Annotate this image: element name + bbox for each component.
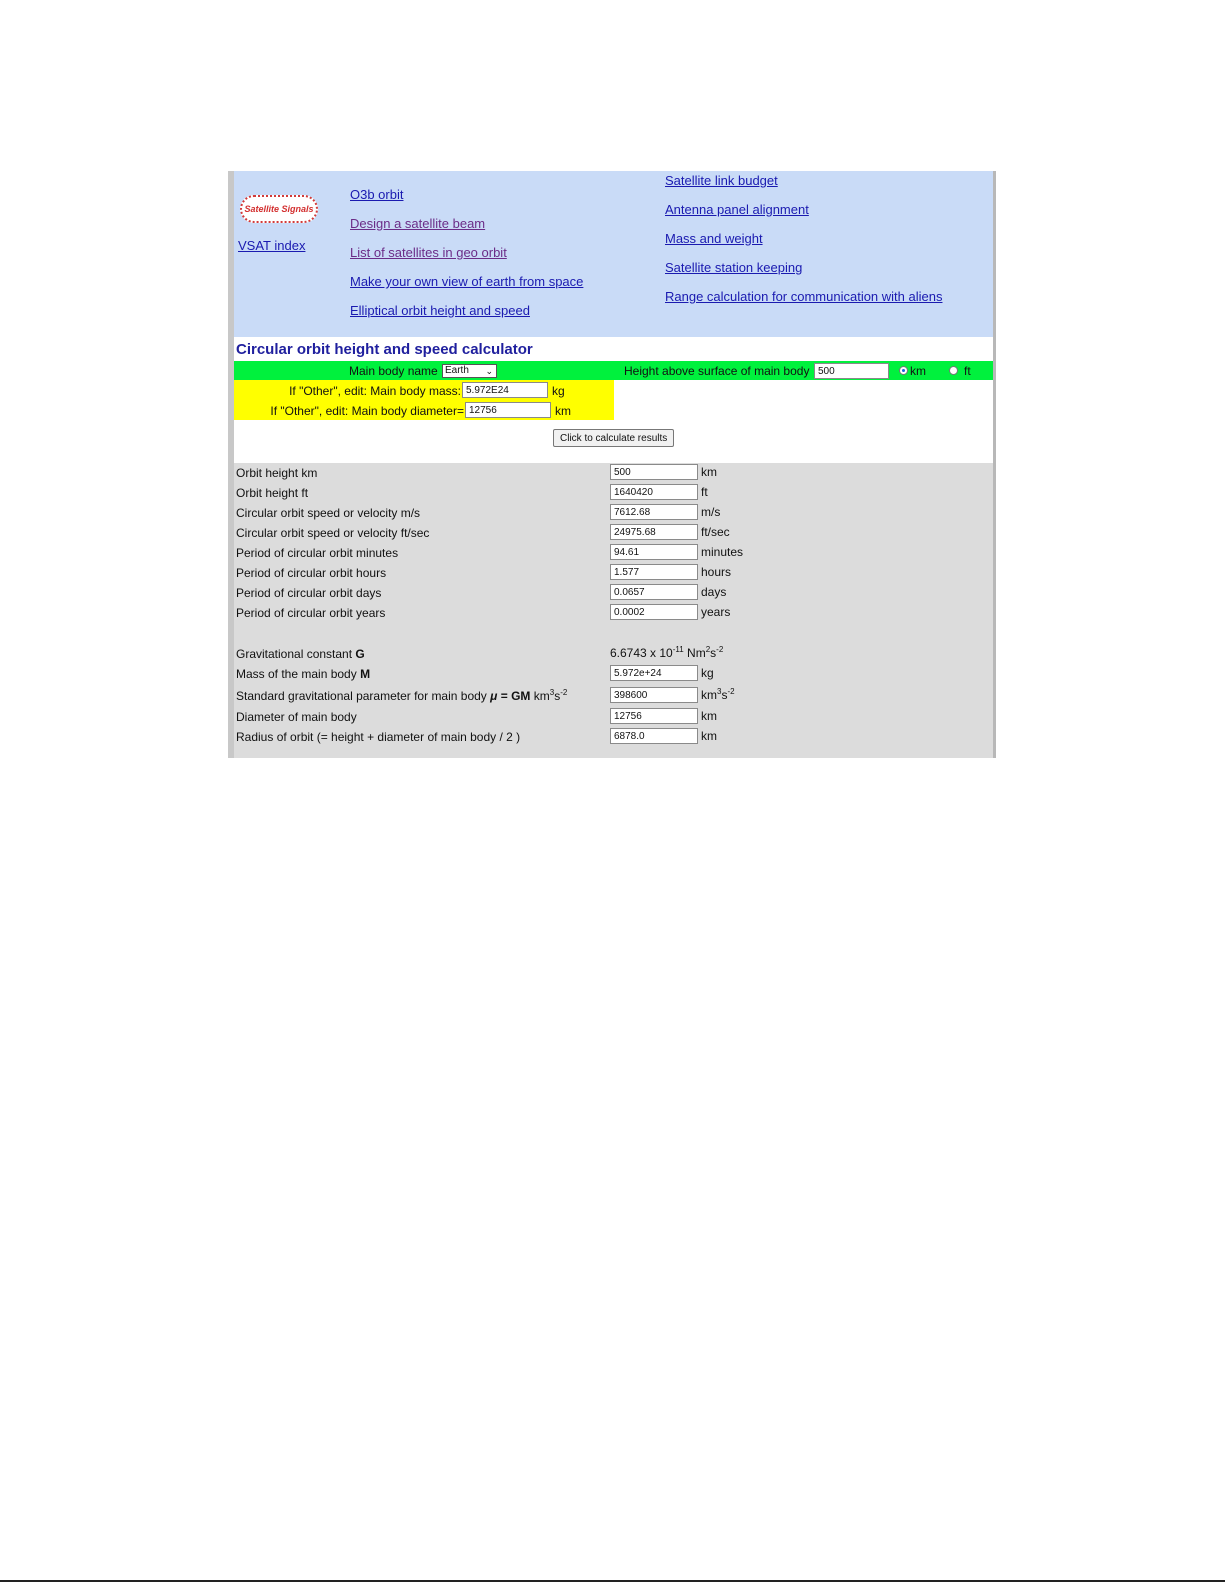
mu-unit-s: s	[554, 689, 561, 703]
result-unit: ft	[701, 485, 708, 499]
other-diameter-label: If "Other", edit: Main body diameter=	[270, 404, 464, 418]
main-body-mass-row	[234, 664, 994, 684]
mu-unit-prefix: km	[533, 689, 550, 703]
unit-km-radio[interactable]	[899, 366, 908, 375]
result-unit: hours	[701, 565, 732, 579]
mu-eq: = GM	[500, 689, 531, 703]
radius-label: Radius of orbit (= height + diameter of main body / 2 )	[236, 730, 521, 744]
diameter-value[interactable]	[610, 708, 698, 724]
orbit-radius-row	[234, 727, 994, 747]
main-body-select[interactable]	[442, 364, 497, 378]
result-row	[234, 603, 994, 623]
result-label: Circular orbit speed or velocity ft/sec	[236, 526, 430, 540]
vsat-index-link[interactable]: VSAT index	[238, 238, 306, 253]
mu-unit-sec: s	[721, 688, 728, 702]
other-mass-input[interactable]	[462, 382, 548, 398]
g-unit-exp2: -2	[716, 645, 724, 654]
result-value[interactable]	[610, 484, 698, 500]
result-value[interactable]	[610, 504, 698, 520]
other-diameter-input[interactable]	[465, 402, 551, 418]
diameter-unit: km	[701, 709, 717, 723]
mu-label-group	[236, 689, 567, 703]
result-value[interactable]	[610, 544, 698, 560]
results-section	[234, 463, 994, 758]
result-label: Period of circular orbit days	[236, 586, 382, 600]
result-unit: km	[701, 465, 717, 479]
calculator-input-section	[234, 337, 994, 463]
other-diameter-unit: km	[555, 404, 571, 418]
mu-unit	[701, 688, 735, 702]
mu-symbol: μ	[490, 689, 498, 703]
mu-unit-km: km	[701, 688, 717, 702]
page-title: Circular orbit height and speed calculator	[236, 341, 533, 358]
g-mantissa: 6.6743 x 10	[610, 646, 673, 660]
diameter-label: Diameter of main body	[236, 710, 357, 724]
result-row	[234, 463, 994, 483]
result-row	[234, 483, 994, 503]
link-antenna-panel-alignment[interactable]: Antenna panel alignment	[665, 202, 809, 217]
height-input[interactable]	[814, 363, 889, 379]
satellite-signals-logo[interactable]	[240, 195, 318, 223]
mu-row	[234, 686, 994, 706]
g-label-group	[236, 647, 365, 661]
result-label: Period of circular orbit minutes	[236, 546, 399, 560]
result-unit: days	[701, 585, 727, 599]
other-mass-unit: kg	[552, 384, 565, 398]
link-o3b-orbit[interactable]: O3b orbit	[350, 187, 404, 202]
main-body-selected: Earth	[445, 365, 469, 376]
mass-unit: kg	[701, 666, 714, 680]
result-row	[234, 563, 994, 583]
unit-ft-label: ft	[964, 364, 971, 378]
nav-links-panel	[234, 171, 994, 337]
result-value[interactable]	[610, 524, 698, 540]
result-row	[234, 523, 994, 543]
mass-label-group	[236, 667, 370, 681]
result-label: Period of circular orbit hours	[236, 566, 387, 580]
main-body-label: Main body name	[349, 364, 438, 378]
g-unit: Nm	[687, 646, 706, 660]
link-mass-and-weight[interactable]: Mass and weight	[665, 231, 763, 246]
result-unit: m/s	[701, 505, 721, 519]
g-value	[610, 646, 723, 660]
g-symbol: G	[355, 647, 365, 661]
mu-unit-km-exp: 3	[717, 687, 722, 696]
result-label: Orbit height km	[236, 466, 318, 480]
link-station-keeping[interactable]: Satellite station keeping	[665, 260, 803, 275]
mu-unit-sec-exp: -2	[727, 687, 735, 696]
other-mass-label: If "Other", edit: Main body mass:	[289, 384, 461, 398]
height-label: Height above surface of main body	[624, 364, 810, 378]
result-unit: years	[701, 605, 731, 619]
calculator-page	[228, 171, 996, 758]
other-body-panel	[234, 380, 614, 420]
main-body-bar	[234, 361, 994, 380]
result-row	[234, 503, 994, 523]
logo-text: Satellite Signals	[244, 204, 314, 214]
mu-value[interactable]	[610, 687, 698, 703]
radius-unit: km	[701, 729, 717, 743]
link-list-satellites-geo[interactable]: List of satellites in geo orbit	[350, 245, 507, 260]
link-range-aliens[interactable]: Range calculation for communication with aliens	[665, 289, 943, 304]
link-view-earth-from-space[interactable]: Make your own view of earth from space	[350, 274, 584, 289]
result-row	[234, 583, 994, 603]
unit-km-label: km	[910, 364, 926, 378]
result-label: Period of circular orbit years	[236, 606, 386, 620]
chevron-down-icon: ⌄	[485, 366, 493, 376]
result-value[interactable]	[610, 564, 698, 580]
link-satellite-link-budget[interactable]: Satellite link budget	[665, 173, 778, 188]
mu-label: Standard gravitational parameter for main body	[236, 689, 487, 703]
unit-ft-radio[interactable]	[949, 366, 958, 375]
g-label: Gravitational constant	[236, 647, 353, 661]
mass-value[interactable]	[610, 665, 698, 681]
calculate-button[interactable]: Click to calculate results	[553, 429, 674, 447]
result-row	[234, 543, 994, 563]
g-unit-exp1: 2	[705, 645, 711, 654]
mass-label: Mass of the main body	[236, 667, 357, 681]
g-unit-s: s	[710, 646, 717, 660]
link-elliptical-orbit[interactable]: Elliptical orbit height and speed	[350, 303, 530, 318]
mass-symbol: M	[360, 667, 371, 681]
result-unit: ft/sec	[701, 525, 730, 539]
result-unit: minutes	[701, 545, 744, 559]
link-design-satellite-beam[interactable]: Design a satellite beam	[350, 216, 486, 231]
result-value[interactable]	[610, 584, 698, 600]
radius-value[interactable]	[610, 728, 698, 744]
result-value[interactable]	[610, 604, 698, 620]
result-label: Orbit height ft	[236, 486, 309, 500]
gravitational-constant-row	[234, 644, 994, 664]
g-exponent: -11	[672, 645, 684, 654]
mu-unit-exp2: -2	[560, 688, 568, 697]
page-bottom-rule	[0, 1580, 1225, 1582]
result-label: Circular orbit speed or velocity m/s	[236, 506, 421, 520]
diameter-row	[234, 707, 994, 727]
result-value[interactable]	[610, 464, 698, 480]
mu-unit-exp1: 3	[549, 688, 555, 697]
